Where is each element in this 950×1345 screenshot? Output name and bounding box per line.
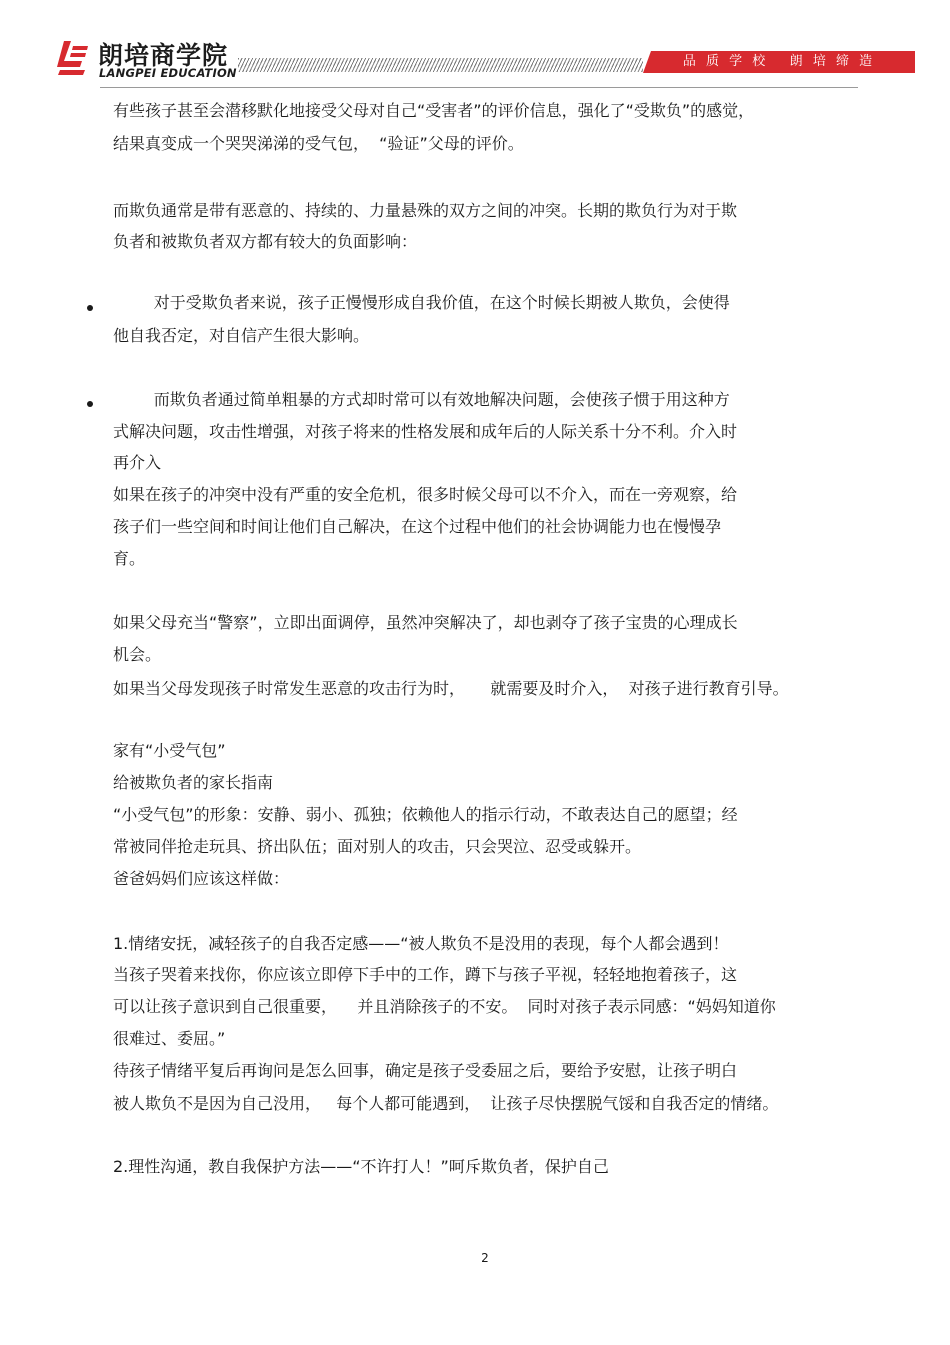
list-item: 而欺负者通过简单粗暴的方式却时常可以有效地解决问题，会使孩子惯于用这种方 [113,390,730,409]
section-heading: 家有“小受气包” [113,741,226,760]
paragraph-line: 待孩子情绪平复后再询问是怎么回事，确定是孩子受委屈之后，要给予安慰，让孩子明白 [113,1061,738,1080]
slogan-text: 品 质 学 校 朗 培 缔 造 [682,54,876,69]
paragraph-line: 育。 [113,549,146,568]
page-header [0,0,950,95]
langpei-logo-icon [52,38,92,78]
paragraph-line: 而欺负通常是带有恶意的、持续的、力量悬殊的双方之间的冲突。长期的欺负行为对于欺 [113,201,738,220]
paragraph-line: 式解决问题，攻击性增强，对孩子将来的性格发展和成年后的人际关系十分不利。介入时 [113,422,738,441]
page-number: 2 [481,1251,489,1265]
paragraph-line: 如果在孩子的冲突中没有严重的安全危机，很多时候父母可以不介入，而在一旁观察，给 [113,485,738,504]
paragraph-line: 被人欺负不是因为自己没用， 每个人都可能遇到， 让孩子尽快摆脱气馁和自我否定的情绪。 [113,1094,779,1113]
paragraph-line: 常被同伴抢走玩具、挤出队伍；面对别人的攻击，只会哭泣、忍受或躲开。 [113,837,642,856]
numbered-heading: 1.情绪安抚，减轻孩子的自我否定感——“被人欺负不是没用的表现，每个人都会遇到！ [113,934,729,953]
paragraph-line: 孩子们一些空间和时间让他们自己解决，在这个过程中他们的社会协调能力也在慢慢孕 [113,517,722,536]
paragraph-line: 如果当父母发现孩子时常发生恶意的攻击行为时， 就需要及时介入， 对孩子进行教育引导。 [113,679,789,698]
section-subheading: 给被欺负者的家长指南 [113,773,274,792]
numbered-heading: 2.理性沟通，教自我保护方法——“不许打人！”呵斥欺负者，保护自己 [113,1157,609,1176]
paragraph-line: 当孩子哭着来找你，你应该立即停下手中的工作，蹲下与孩子平视，轻轻地抱着孩子，这 [113,965,738,984]
bullet-icon [87,305,93,311]
header-divider [100,87,858,88]
paragraph-line: 可以让孩子意识到自己很重要， 并且消除孩子的不安。 同时对孩子表示同感：“妈妈知道你 [113,997,776,1016]
paragraph-line: 负者和被欺负者双方都有较大的负面影响： [113,232,418,251]
paragraph-line: 有些孩子甚至会潜移默化地接受父母对自己“受害者”的评价信息，强化了“受欺负”的感觉， [113,101,755,120]
paragraph-line: “小受气包”的形象：安静、弱小、孤独；依赖他人的指示行动，不敢表达自己的愿望；经 [113,805,738,824]
paragraph-line: 再介入 [113,453,162,472]
paragraph-line: 爸爸妈妈们应该这样做： [113,869,290,888]
paragraph-line: 他自我否定，对自信产生很大影响。 [113,326,370,345]
paragraph-line: 机会。 [113,645,162,664]
list-item: 对于受欺负者来说，孩子正慢慢形成自我价值，在这个时候长期被人欺负，会使得 [113,293,730,312]
brand-name-cn: 朗培商学院 [98,41,229,70]
paragraph-line: 很难过、委屈。” [113,1029,226,1048]
paragraph-line: 如果父母充当“警察”，立即出面调停，虽然冲突解决了，却也剥夺了孩子宝贵的心理成长 [113,613,738,632]
bullet-icon [87,401,93,407]
brand-name-en: LANGPEI EDUCATION [99,66,237,80]
paragraph-line: 结果真变成一个哭哭涕涕的受气包， “验证”父母的评价。 [113,134,524,153]
header-hatch-decoration [238,58,643,72]
